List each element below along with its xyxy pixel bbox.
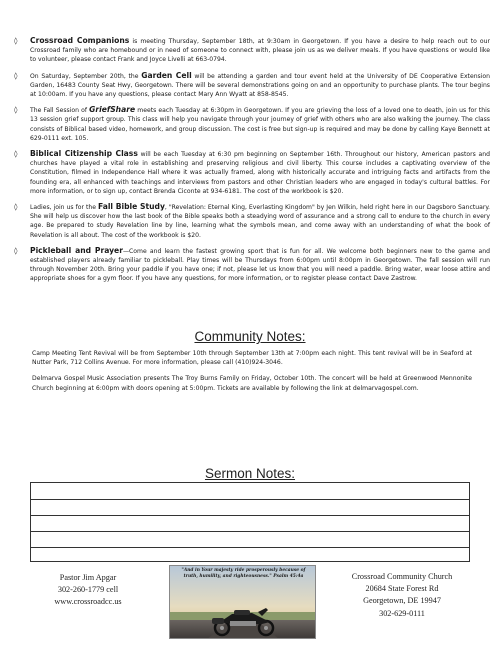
sermon-notes-heading: Sermon Notes: [204, 466, 296, 481]
announcement-title: Crossroad Companions [30, 36, 130, 45]
announcement-title: GriefShare [89, 105, 136, 115]
announcement-text [30, 246, 490, 284]
church-website: www.crossroadcc.us [54, 597, 122, 607]
community-notes-heading: Community Notes: [194, 329, 306, 344]
motorcycle-photo [169, 565, 316, 639]
announcement-body: meets each Tuesday at 6:30pm in Georgetown. If you are grieving the loss of a loved one to death, join us for this 13 session grief support group. This class will help you navigate through your journey of grief with others who are also walking the journey. The class consists of Biblical based video, homework, and group discussion. The cost is free but sign-up is required and may be done by calling Kaye Bennett at 629-0111 ext. 105. [30, 107, 490, 142]
community-note-camp-meeting: Camp Meeting Tent Revival will be from September 10th through September 13th at 7:00pm each night. This tent revival will be in Seaford at Nutter Park, 712 Collins Avenue. For more information, please call (410)924-3046. [32, 350, 472, 367]
church-address-line2: Georgetown, DE 19947 [363, 596, 441, 606]
diamond-bullet-icon: ◊ [14, 203, 18, 212]
announcement-body: , "Revelation: Eternal King, Everlasting Kingdom" by Jen Wilkin, held right here in our Dagsboro Sanctuary. She will help us discover how the last book of the Bible speaks both a steadying word of assurance and a strong call to endure to the church in every age. Be prepared to study Revelation line by line, learning what the symbols mean, and come away with an understanding of what the book of Revelation is all about. The cost of the workbook is $20. [30, 204, 490, 239]
announcement-title: Biblical Citizenship Class [30, 149, 138, 159]
announcements-list [12, 36, 490, 290]
pastor-name: Pastor Jim Apgar [59, 573, 117, 582]
announcement-text [30, 105, 490, 143]
announcement-body: —Come and learn the fastest growing sport that is fun for all. We welcome both beginners new to the game and established players already familiar to pickleball. Play times will be Thursdays from 6:00pm until 8:00pm in Georgetown. The fall session will run through November 20th. Bring your paddle if you have one; if not, please let us know that you will need a paddle. Bring water, wear loose attire and appropriate shoes for a gym floor. If you have any questions, for more information, or to register please contact Dave Zastrow. [30, 247, 490, 283]
announcement-lead: Ladies, join us for the [30, 204, 98, 212]
announcement-item [12, 71, 490, 100]
announcement-item [12, 105, 490, 143]
announcement-item [12, 246, 490, 284]
announcement-text [30, 149, 490, 196]
sermon-notes-box[interactable] [30, 482, 470, 562]
sermon-note-line [31, 547, 469, 548]
church-phone: 302-629-0111 [379, 608, 425, 618]
scripture-quote: "And in Your majesty ride prosperously because of truth, humility, and righteousness." Psalm 45:4a [181, 568, 306, 579]
announcement-text [30, 36, 490, 65]
announcement-item [12, 149, 490, 196]
announcement-body: will be each Tuesday at 6:30 pm beginning on September 16th. Throughout our history, American pastors and churches have played a vital role in establishing and preserving religious and civil liberty. This course includes a captivating overview of the Constitution, filmed in Independence Hall where it was actually framed, along with historically accurate and intriguing facts and artifacts from the founding era, all enhanced with teachings and interviews from pastors and other Christian leaders who are engaged in today's cultural battles. For more information, or to sign up, contact Brenda Ciconte at 934-6181. The cost of the workbook is $20. [30, 151, 490, 195]
announcement-item [12, 36, 490, 65]
diamond-bullet-icon: ◊ [14, 106, 18, 115]
community-note-gospel-concert: Delmarva Gospel Music Association presents The Troy Burns Family on Friday, October 10th. The concert will be held at Greenwood Mennonite Church beginning at 6:00pm with doors opening at 5:00pm. Tickets are available by following the link at delmarvagospel.com. [32, 375, 472, 392]
diamond-bullet-icon: ◊ [14, 71, 18, 80]
announcement-title: Pickleball and Prayer [30, 245, 123, 255]
announcement-lead: On Saturday, September 20th, the [30, 72, 142, 80]
announcement-body: will be attending a garden and tour event held at the University of DE Cooperative Extension Garden, 16483 County Seat Hwy, Georgetown. There will be several demonstrations going on and an opportunity to purchase plants. The tour begins at 10:00am. If you have any questions, please contact Mary Ann Wyatt at 858-8545. [30, 72, 491, 99]
announcement-title: Fall Bible Study [97, 202, 165, 212]
announcement-lead: The Fall Session of [30, 107, 90, 115]
diamond-bullet-icon: ◊ [14, 150, 18, 159]
diamond-bullet-icon: ◊ [14, 37, 18, 45]
sermon-note-line [31, 515, 469, 516]
pastor-phone: 302-260-1779 cell [57, 585, 119, 595]
diamond-bullet-icon: ◊ [14, 246, 18, 255]
announcement-text [30, 71, 490, 100]
announcement-body: is meeting Thursday, September 18th, at 9:30am in Georgetown. If you have a desire to help reach out to our Crossroad family who are homebound or in need of someone to connect with, please join us as we deliver meals. If you have questions or would like to volunteer, please contact Frank and Joyce Livelli at 663-0794. [30, 38, 490, 64]
announcement-title: Garden Cell [141, 70, 192, 80]
announcement-text [30, 202, 490, 240]
church-address-line1: 20684 State Forest Rd [365, 584, 439, 594]
announcement-item [12, 202, 490, 240]
sermon-note-line [31, 531, 469, 532]
church-contact [332, 571, 472, 620]
sermon-note-line [31, 499, 469, 500]
pastor-contact [28, 572, 148, 609]
church-name: Crossroad Community Church [351, 572, 453, 581]
community-notes [32, 349, 472, 400]
